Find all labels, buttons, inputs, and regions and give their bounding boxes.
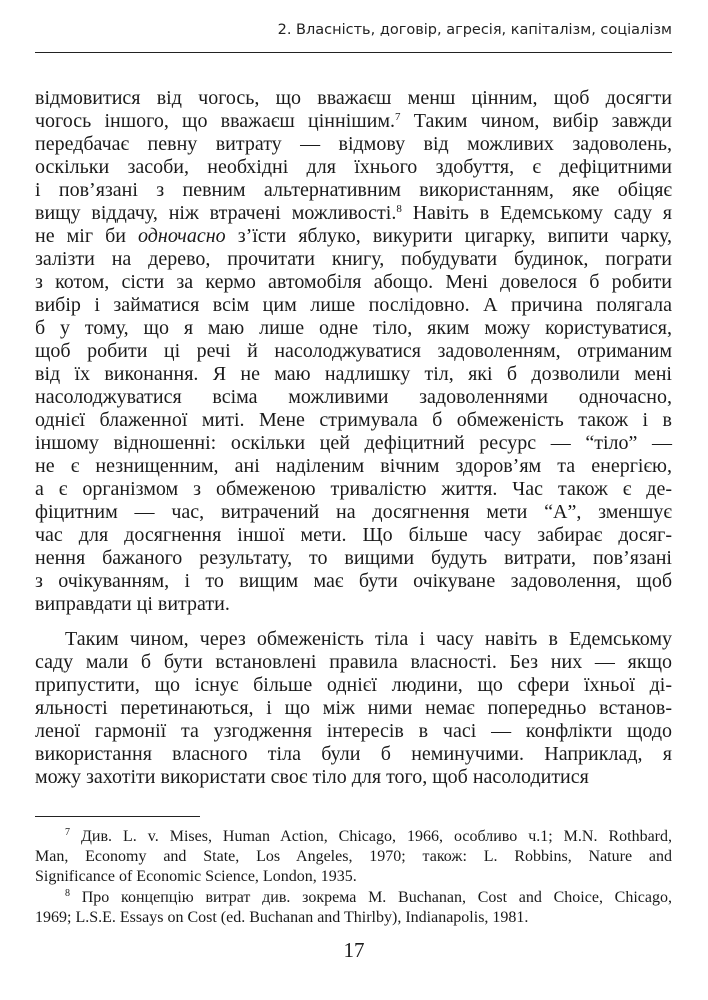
text-line bbox=[35, 225, 672, 248]
text-run: припустити, що існує більше однієї людини, що сфери їхньої ді- bbox=[35, 674, 672, 696]
text-run: саду мали б бути встановлені правила власності. Без них — якщо bbox=[35, 651, 672, 673]
text-run: чогось іншого, що вважаєш ціннішим. bbox=[35, 110, 396, 132]
page-number: 17 bbox=[343, 938, 365, 962]
text-line bbox=[35, 409, 672, 432]
header-rule bbox=[35, 52, 672, 53]
text-run: використання власного тіла були б неминучими. Наприклад, я bbox=[35, 743, 672, 765]
text-run: відмовитися від чогось, що вважаєш менш цінним, щоб досягти bbox=[35, 87, 672, 109]
running-header: 2. Власність, договір, агресія, капіталізм, соціалізм bbox=[277, 22, 672, 38]
text-line bbox=[35, 248, 672, 271]
text-line bbox=[35, 570, 672, 593]
text-run: Про концепцію витрат див. зокрема M. Buchanan, Cost and Choice, Chicago, bbox=[70, 889, 672, 906]
text-line bbox=[35, 827, 672, 847]
text-line bbox=[35, 478, 672, 501]
text-line bbox=[35, 766, 672, 789]
text-run: виправдати ці витрати. bbox=[35, 593, 230, 615]
body-text bbox=[35, 87, 672, 789]
emphasis: одночасно bbox=[138, 225, 226, 247]
text-run: оскільки засоби, необхідні для їхнього здобуття, є дефіцитними bbox=[35, 156, 672, 178]
text-run: однієї блаженної миті. Мене стримувала б обмеженість також і в bbox=[35, 409, 672, 431]
text-line bbox=[35, 363, 672, 386]
text-run: нення бажаного результату, то вищими будуть витрати, пов’язані bbox=[35, 547, 672, 569]
text-line bbox=[35, 432, 672, 455]
text-run: а є організмом з обмеженою тривалістю життя. Час також є де- bbox=[35, 478, 672, 500]
text-line bbox=[35, 294, 672, 317]
text-line bbox=[35, 455, 672, 478]
text-run: з’їсти яблуко, викурити цигарку, випити чарку, bbox=[225, 225, 672, 247]
text-line bbox=[35, 271, 672, 294]
text-line bbox=[35, 547, 672, 570]
text-line bbox=[35, 888, 672, 908]
text-line bbox=[35, 847, 672, 867]
footnote-marker: 7 bbox=[65, 827, 70, 838]
text-line bbox=[35, 908, 672, 928]
text-line bbox=[35, 110, 672, 133]
text-line bbox=[35, 202, 672, 225]
text-run: можу захотіти використати своє тіло для того, щоб насолодитися bbox=[35, 766, 589, 788]
text-run: Навіть в Едемському саду я bbox=[401, 202, 673, 224]
text-line bbox=[35, 317, 672, 340]
text-run: Таким чином, через обмеженість тіла і часу навіть в Едемському bbox=[65, 628, 672, 650]
text-line bbox=[35, 156, 672, 179]
footnote-marker: 8 bbox=[396, 203, 402, 215]
text-line bbox=[35, 867, 672, 887]
paragraph bbox=[35, 628, 672, 789]
text-run: з очікуванням, і то вищим має бути очікуване задоволення, щоб bbox=[35, 570, 672, 592]
text-line bbox=[35, 524, 672, 547]
footnote-separator bbox=[35, 816, 200, 817]
text-line bbox=[35, 133, 672, 156]
text-run: від їх виконання. Я не маю надлишку тіл, які б дозволили мені bbox=[35, 363, 672, 385]
text-line bbox=[35, 743, 672, 766]
text-run: Таким чином, вибір завжди bbox=[400, 110, 672, 132]
footnote-marker: 7 bbox=[395, 111, 401, 123]
text-line bbox=[35, 674, 672, 697]
footnote bbox=[35, 888, 672, 928]
text-line bbox=[35, 720, 672, 743]
footnote bbox=[35, 827, 672, 887]
text-run: вищу віддачу, ніж втрачені можливості. bbox=[35, 202, 397, 224]
paragraph bbox=[35, 87, 672, 616]
text-run: з котом, сісти за кермо автомобіля абощо. Мені довелося б робити bbox=[35, 271, 672, 293]
footnote-marker: 8 bbox=[65, 888, 70, 899]
text-run: вибір і займатися всім цим лише послідовно. А причина полягала bbox=[35, 294, 672, 316]
text-run: залізти на дерево, прочитати книгу, побудувати будинок, пограти bbox=[35, 248, 672, 270]
text-run: передбачає певну витрату — відмову від можливих задоволень, bbox=[35, 133, 672, 155]
text-run: час для досягнення іншої мети. Що більше часу забирає досяг- bbox=[35, 524, 672, 546]
text-run: яльності перетинаються, і що між ними немає попередньо встанов- bbox=[35, 697, 672, 719]
text-line bbox=[35, 340, 672, 363]
text-run: б у тому, що я маю лише одне тіло, яким можу користуватися, bbox=[35, 317, 672, 339]
text-line bbox=[35, 386, 672, 409]
text-run: Significance of Economic Science, London, 1935. bbox=[35, 868, 357, 885]
text-run: Див. L. v. Mises, Human Action, Chicago, 1966, особливо ч.1; M.N. Rothbard, bbox=[70, 828, 672, 845]
text-run: іншому відношенні: оскільки цей дефіцитний ресурс — “тіло” — bbox=[35, 432, 672, 454]
text-line bbox=[35, 697, 672, 720]
text-line bbox=[35, 179, 672, 202]
text-run: не міг би bbox=[35, 225, 139, 247]
text-run: 1969; L.S.E. Essays on Cost (ed. Buchanan and Thirlby), Indianapolis, 1981. bbox=[35, 909, 529, 926]
text-run: леної гармонії та узгодження інтересів в часі — конфлікти щодо bbox=[35, 720, 672, 742]
text-run: і пов’язані з певним альтернативним використанням, яке обіцяє bbox=[35, 179, 672, 201]
text-run: Man, Economy and State, Los Angeles, 1970; також: L. Robbins, Nature and bbox=[35, 848, 672, 865]
text-line bbox=[35, 628, 672, 651]
text-line bbox=[35, 651, 672, 674]
text-line bbox=[35, 593, 672, 616]
text-run: насолоджуватися всіма можливими задоволеннями одночасно, bbox=[35, 386, 672, 408]
footnotes bbox=[35, 827, 672, 928]
text-line bbox=[35, 87, 672, 110]
text-run: щоб робити ці речі й насолоджуватися задоволенням, отриманим bbox=[35, 340, 672, 362]
text-run: не є незнищенним, ані наділеним вічним здоров’ям та енергією, bbox=[35, 455, 672, 477]
text-line bbox=[35, 501, 672, 524]
text-run: фіцитним — час, витрачений на досягнення мети “А”, зменшує bbox=[35, 501, 672, 523]
